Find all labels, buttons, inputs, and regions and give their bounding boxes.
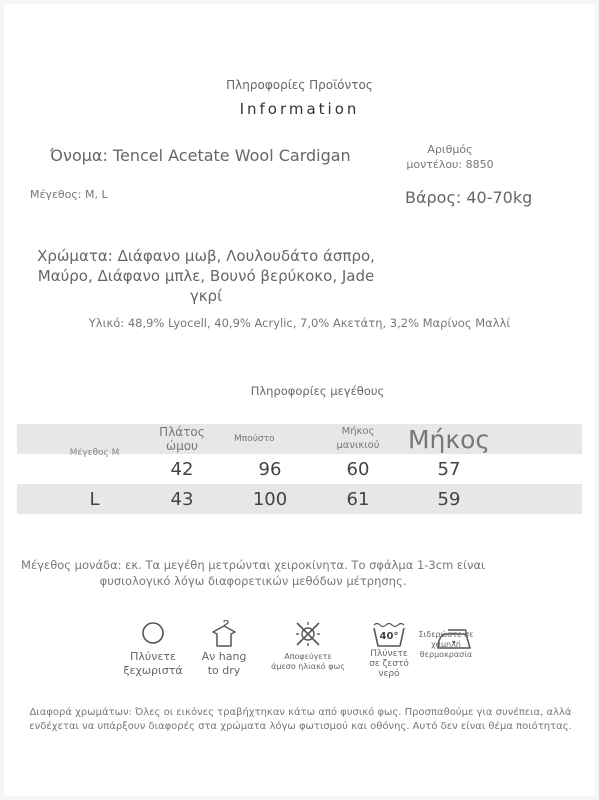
product-size: Μέγεθος: M, L: [30, 188, 108, 201]
section-title: Information: [239, 100, 360, 118]
care-label-line1: Πλύνετε: [130, 650, 176, 663]
care-label-line1: Αποφεύγετε: [284, 652, 332, 661]
size-table: [17, 424, 582, 514]
measurement-note: [18, 557, 488, 589]
header-sleeve-line2: μανικιού: [336, 440, 380, 451]
page-background: [4, 4, 595, 796]
care-iron-low: [412, 624, 480, 660]
care-label-line3: νερό: [378, 669, 400, 679]
model-value: μοντέλου: 8850: [406, 158, 494, 171]
product-colors: [20, 246, 392, 306]
header-shoulder: [147, 424, 217, 454]
care-label-line2: χαμηλή: [431, 640, 461, 649]
cell-shoulder: 43: [170, 488, 194, 510]
cell-length: 59: [437, 488, 461, 510]
care-avoid-sun: [268, 620, 348, 672]
care-label-line1: Αν hang: [201, 650, 247, 663]
care-label-line2: άμεσο ηλιακό φως: [271, 662, 345, 671]
size-table-header: [17, 424, 582, 458]
disclaimer-line-1: Διαφορά χρωμάτων: Όλες οι εικόνες τραβήχτηκαν κάτω από φυσικό φως. Προσπαθούμε για συνέπεια, αλλά: [29, 707, 572, 718]
product-material: Υλικό: 48,9% Lyocell, 40,9% Acrylic, 7,0% Ακετάτη, 3,2% Μαρίνος Μαλλί: [88, 316, 511, 330]
care-hang-dry: [192, 620, 256, 678]
product-weight: Βάρος: 40-70kg: [405, 188, 533, 207]
care-wash-separately: [113, 620, 193, 678]
product-name: Όνομα: Tencel Acetate Wool Cardigan: [50, 146, 351, 165]
cell-length: 57: [437, 458, 461, 480]
header-size: Μέγεθος M: [69, 448, 120, 458]
circle-icon: [140, 620, 166, 646]
care-label-line2: ξεχωριστά: [123, 664, 183, 677]
wash-tub-icon: [371, 620, 407, 648]
color-disclaimer: [18, 706, 583, 734]
cell-sleeve: 60: [346, 458, 370, 480]
care-label-line3: θερμοκρασία: [419, 650, 473, 659]
size-table-title: Πληροφορίες μεγέθους: [250, 384, 385, 398]
iron-icon-group: [412, 624, 480, 660]
note-line-2: φυσιολογικό λόγω διαφορετικών μεθόδων μέτρησης.: [99, 574, 407, 588]
wash-temp-label: 40°: [379, 631, 399, 642]
colors-line-1: Χρώματα: Διάφανο μωβ, Λουλουδάτο άσπρο,: [37, 247, 375, 265]
cell-bust: 100: [252, 488, 288, 510]
care-label-line1: Πλύνετε: [370, 649, 408, 659]
hanging-shirt-icon: [209, 620, 239, 648]
care-label-line1: Σιδερώστε σε: [418, 630, 474, 639]
cell-size: [47, 454, 142, 484]
no-sun-icon: [291, 620, 325, 648]
care-label-line2: σε ζεστό: [369, 659, 409, 669]
header-shoulder-line1: Πλάτος: [159, 425, 205, 439]
header-sleeve: [317, 424, 399, 454]
header-bust: Μπούστο: [234, 434, 275, 444]
section-subtitle: Πληροφορίες Προϊόντος: [226, 78, 373, 92]
model-label: Αριθμός: [427, 143, 473, 156]
care-label-line2: to dry: [207, 664, 241, 677]
colors-line-2: Μαύρο, Διάφανο μπλε, Βουνό βερύκοκο, Jade γκρί: [37, 267, 375, 305]
care-warm-water: [358, 620, 420, 679]
header-sleeve-line1: Μήκος: [341, 426, 375, 437]
note-line-1: Μέγεθος μονάδα: εκ. Τα μεγέθη μετρώνται χειροκίνητα. Το σφάλμα 1-3cm είναι: [21, 558, 485, 572]
header-length: Μήκος: [407, 424, 491, 454]
header-shoulder-line2: ώμου: [166, 439, 198, 453]
table-row: [17, 454, 582, 484]
table-row: [17, 484, 582, 514]
cell-sleeve: 61: [346, 488, 370, 510]
cell-size: L: [89, 488, 100, 510]
cell-bust: 96: [258, 458, 282, 480]
product-model: [404, 142, 496, 172]
disclaimer-line-2: ενδέχεται να υπάρξουν διαφορές στα χρώματα λόγω φωτισμού και οθόνης. Αυτό δεν είναι θέμα ποιότητας.: [29, 721, 572, 732]
cell-shoulder: 42: [170, 458, 194, 480]
